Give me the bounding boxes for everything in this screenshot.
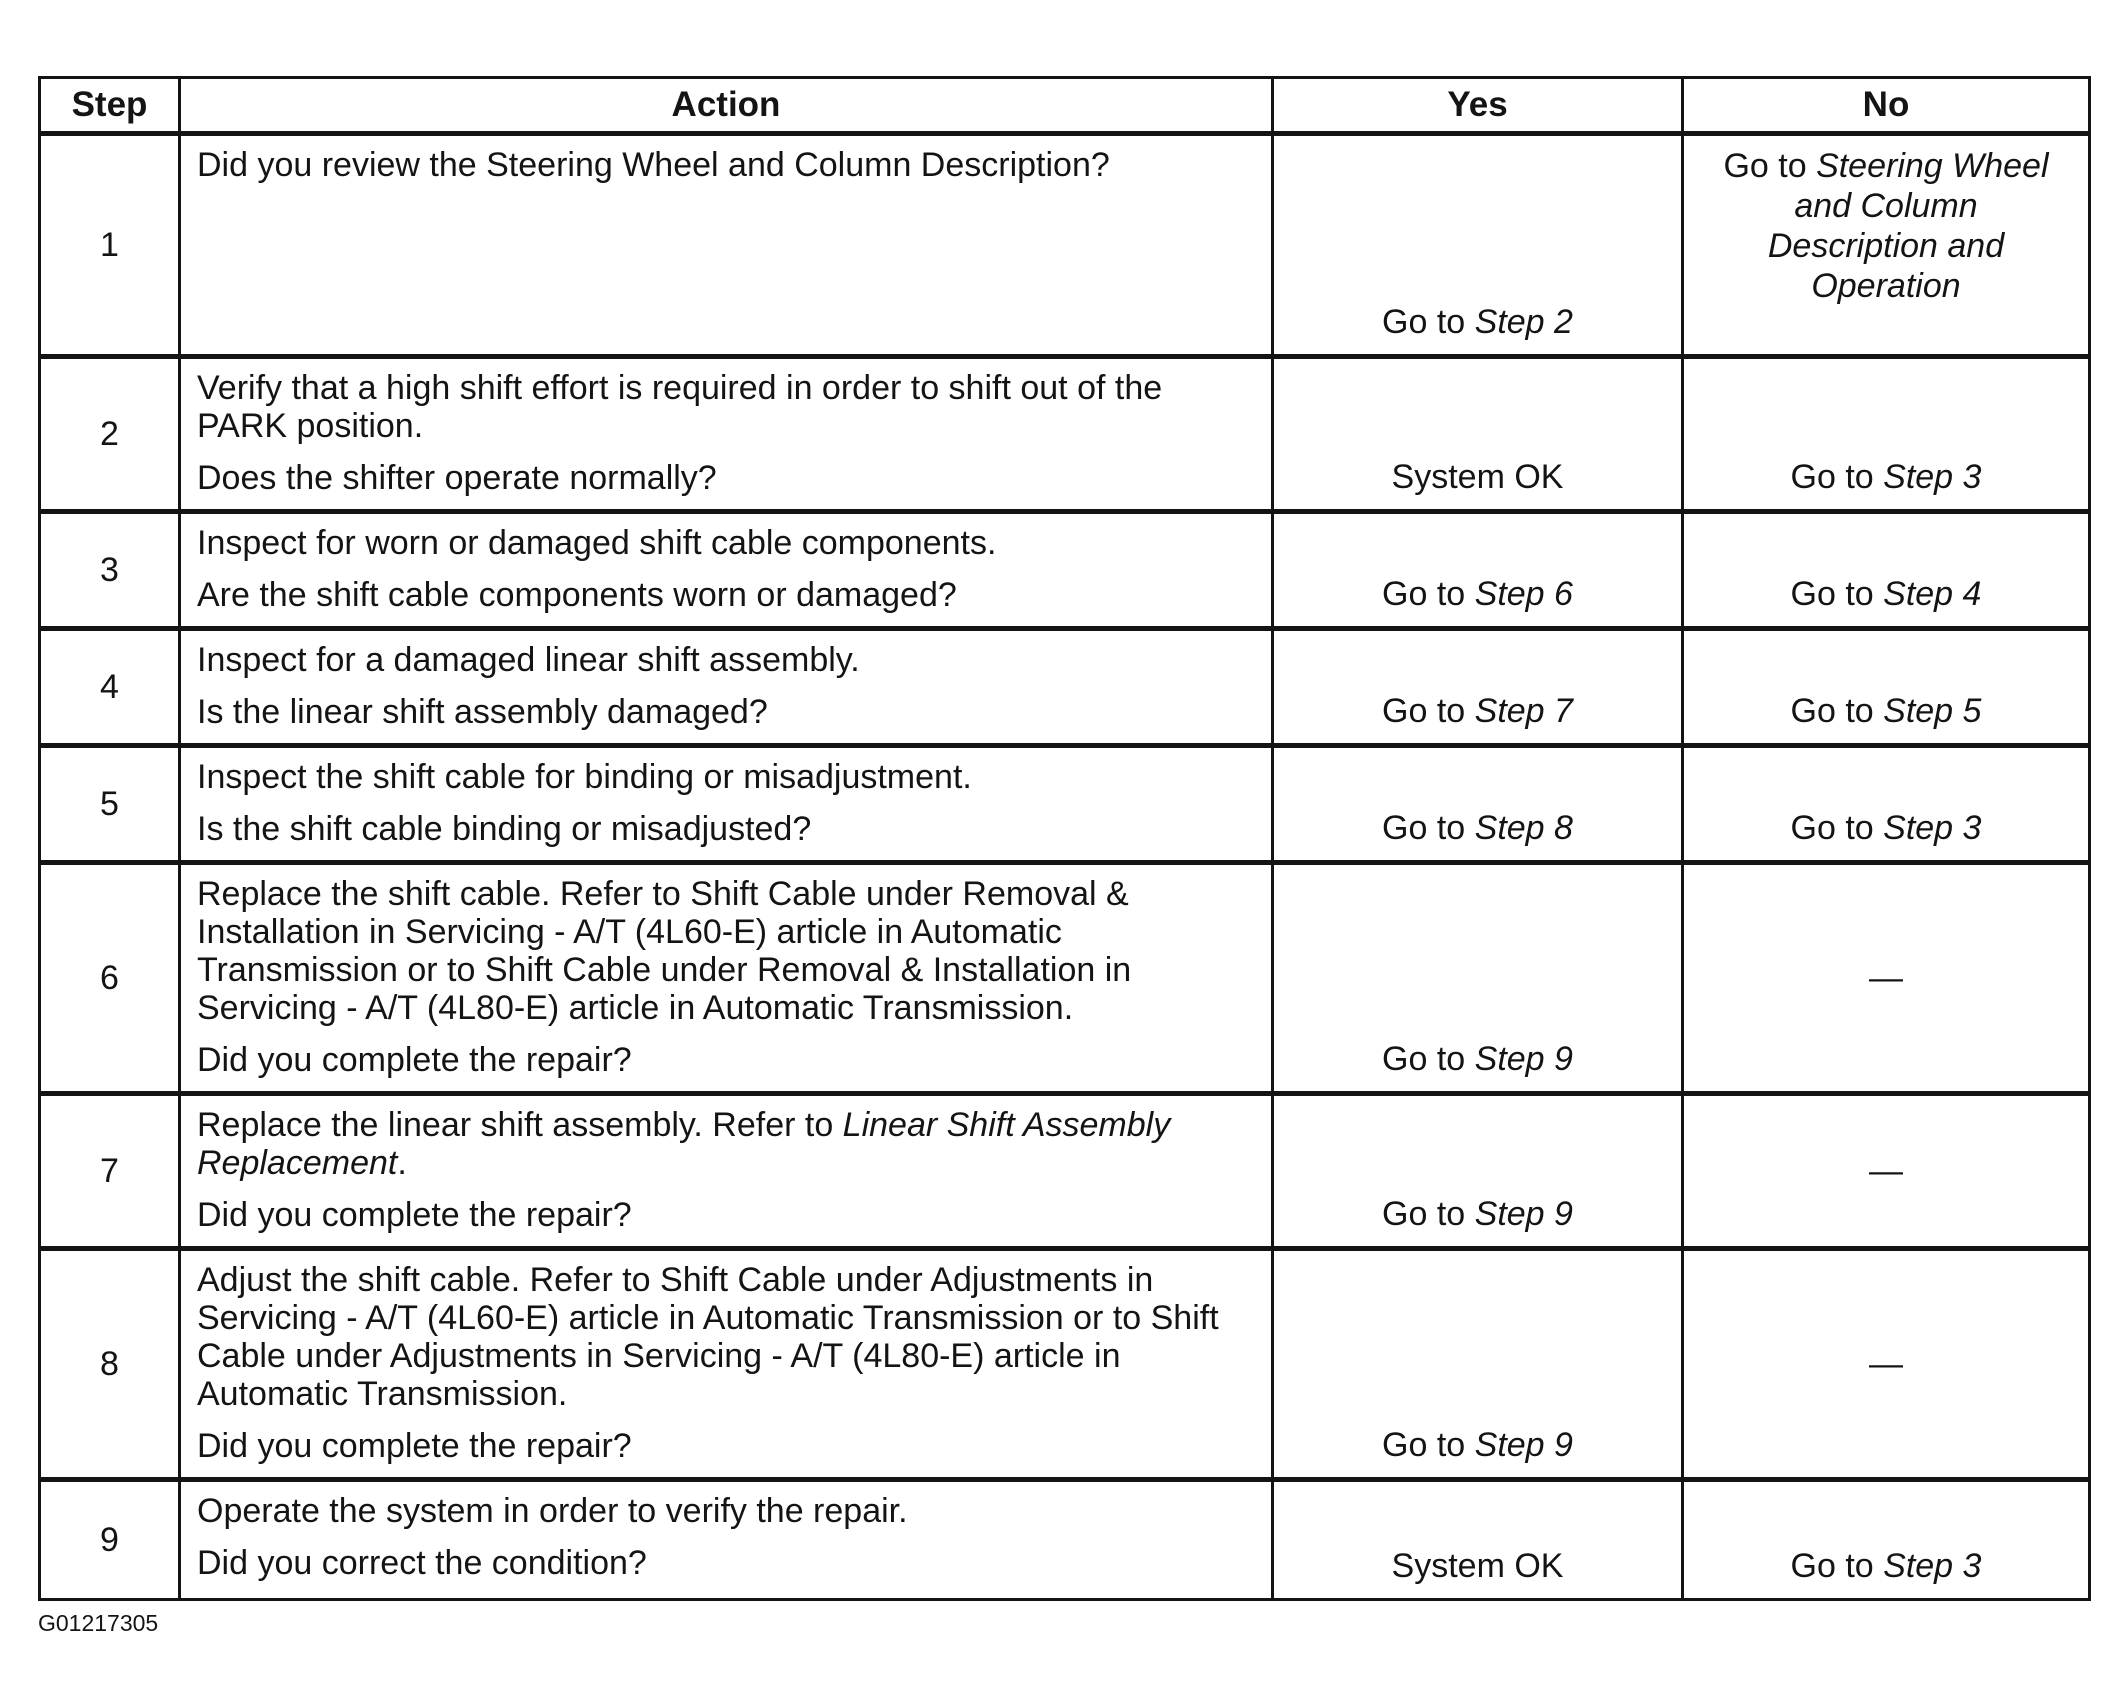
yes-prefix: Go to [1382, 575, 1475, 613]
no-step-link[interactable]: Step 5 [1883, 692, 1982, 730]
step-number: 1 [40, 134, 180, 357]
yes-prefix: Go to [1382, 1195, 1475, 1233]
table-row [40, 629, 2090, 746]
action-text: Adjust the shift cable. Refer to Shift Cable under Adjustments in Servicing - A/T (4L60-E) article in Automatic Transmission or to Shift Cable under Adjustments in Servicing - A/T (4L80-E) article in Automatic Transmission. [197, 1261, 1219, 1413]
yes-cell [1273, 1249, 1683, 1480]
yes-step-link[interactable]: Step 9 [1474, 1195, 1573, 1233]
yes-prefix: System OK [1391, 458, 1564, 496]
no-prefix: Go to [1790, 692, 1884, 730]
action-text: Replace the shift cable. Refer to Shift Cable under Removal & Installation in Servicing - A/T (4L60-E) article in Automatic Transmission or to Shift Cable under Removal & Installation in Servicing - A/T (4L80-E) article in Automatic Transmission. [197, 875, 1132, 1027]
table-row [40, 1480, 2090, 1600]
yes-prefix: Go to [1382, 303, 1475, 341]
header-no: No [1683, 78, 2090, 134]
no-prefix: Go to [1790, 809, 1884, 847]
action-reference-link[interactable]: Linear Shift Assembly Replacement [197, 1106, 1171, 1182]
yes-step-link[interactable]: Step 9 [1474, 1040, 1573, 1078]
no-step-link[interactable]: Step 3 [1883, 809, 1982, 847]
step-number: 2 [40, 357, 180, 512]
step-number: 4 [40, 629, 180, 746]
table-row [40, 512, 2090, 629]
no-prefix: Go to [1790, 458, 1884, 496]
action-text: Inspect for a damaged linear shift assembly. [197, 641, 860, 679]
yes-step-link[interactable]: Step 9 [1474, 1426, 1573, 1464]
step-number: 9 [40, 1480, 180, 1600]
action-cell [180, 512, 1273, 629]
yes-cell [1273, 746, 1683, 863]
action-question: Are the shift cable components worn or damaged? [197, 576, 957, 614]
action-cell [180, 1094, 1273, 1249]
header-step: Step [40, 78, 180, 134]
action-question: Does the shifter operate normally? [197, 459, 717, 497]
table-row [40, 863, 2090, 1094]
step-number: 7 [40, 1094, 180, 1249]
no-dash: — [1869, 1344, 1903, 1383]
no-cell [1683, 512, 2090, 629]
yes-step-link[interactable]: Step 7 [1474, 692, 1573, 730]
action-cell [180, 134, 1273, 357]
action-question: Did you correct the condition? [197, 1544, 647, 1582]
action-text: Verify that a high shift effort is required in order to shift out of the PARK position. [197, 369, 1163, 445]
action-cell [180, 357, 1273, 512]
no-cell [1683, 629, 2090, 746]
no-cell [1683, 357, 2090, 512]
action-text: Inspect for worn or damaged shift cable components. [197, 524, 997, 562]
action-cell [180, 1249, 1273, 1480]
header-yes: Yes [1273, 78, 1683, 134]
no-prefix: Go to [1723, 147, 1817, 185]
action-text: Operate the system in order to verify the repair. [197, 1492, 908, 1530]
no-cell [1683, 1094, 2090, 1249]
action-text [197, 1106, 1257, 1182]
yes-prefix: Go to [1382, 1040, 1475, 1078]
no-cell [1683, 1480, 2090, 1600]
action-text-lead: Replace the linear shift assembly. Refer to [197, 1106, 843, 1144]
yes-step-link[interactable]: Step 2 [1474, 303, 1573, 341]
action-question: Is the linear shift assembly damaged? [197, 693, 768, 731]
action-question: Is the shift cable binding or misadjusted? [197, 810, 812, 848]
yes-cell [1273, 1480, 1683, 1600]
yes-cell [1273, 1094, 1683, 1249]
no-step-link[interactable]: Step 3 [1883, 1547, 1982, 1585]
action-cell [180, 629, 1273, 746]
action-question: Did you complete the repair? [197, 1196, 632, 1234]
step-number: 8 [40, 1249, 180, 1480]
figure-id: G01217305 [38, 1610, 159, 1636]
yes-step-link[interactable]: Step 6 [1474, 575, 1573, 613]
no-cell [1683, 134, 2090, 357]
table-row [40, 134, 2090, 357]
no-prefix: Go to [1790, 1547, 1884, 1585]
yes-step-link[interactable]: Step 8 [1474, 809, 1573, 847]
no-prefix: Go to [1790, 575, 1884, 613]
yes-cell [1273, 629, 1683, 746]
yes-prefix: Go to [1382, 692, 1475, 730]
action-text: Inspect the shift cable for binding or misadjustment. [197, 758, 972, 796]
step-number: 5 [40, 746, 180, 863]
action-text-tail: . [397, 1144, 407, 1182]
no-step-link[interactable]: Step 3 [1883, 458, 1982, 496]
action-cell [180, 1480, 1273, 1600]
table-row [40, 357, 2090, 512]
no-step-link[interactable]: Steering Wheel and Column Description and Operation [1767, 147, 2049, 305]
yes-prefix: Go to [1382, 809, 1475, 847]
yes-prefix: Go to [1382, 1426, 1475, 1464]
action-text: Did you review the Steering Wheel and Column Description? [197, 146, 1110, 184]
action-cell [180, 863, 1273, 1094]
no-cell [1683, 863, 2090, 1094]
table-row [40, 1094, 2090, 1249]
no-dash: — [1869, 958, 1903, 997]
yes-cell [1273, 512, 1683, 629]
header-action: Action [180, 78, 1273, 134]
no-step-link[interactable]: Step 4 [1883, 575, 1982, 613]
yes-prefix: System OK [1391, 1547, 1564, 1585]
yes-cell [1273, 357, 1683, 512]
step-number: 6 [40, 863, 180, 1094]
action-question: Did you complete the repair? [197, 1041, 632, 1079]
table-row [40, 746, 2090, 863]
diagnostic-table [38, 76, 2091, 1601]
no-cell [1683, 1249, 2090, 1480]
action-question: Did you complete the repair? [197, 1427, 632, 1465]
no-dash: — [1869, 1151, 1903, 1190]
table-header-row [40, 78, 2090, 134]
yes-cell [1273, 863, 1683, 1094]
yes-cell [1273, 134, 1683, 357]
table-row [40, 1249, 2090, 1480]
no-cell [1683, 746, 2090, 863]
action-cell [180, 746, 1273, 863]
step-number: 3 [40, 512, 180, 629]
